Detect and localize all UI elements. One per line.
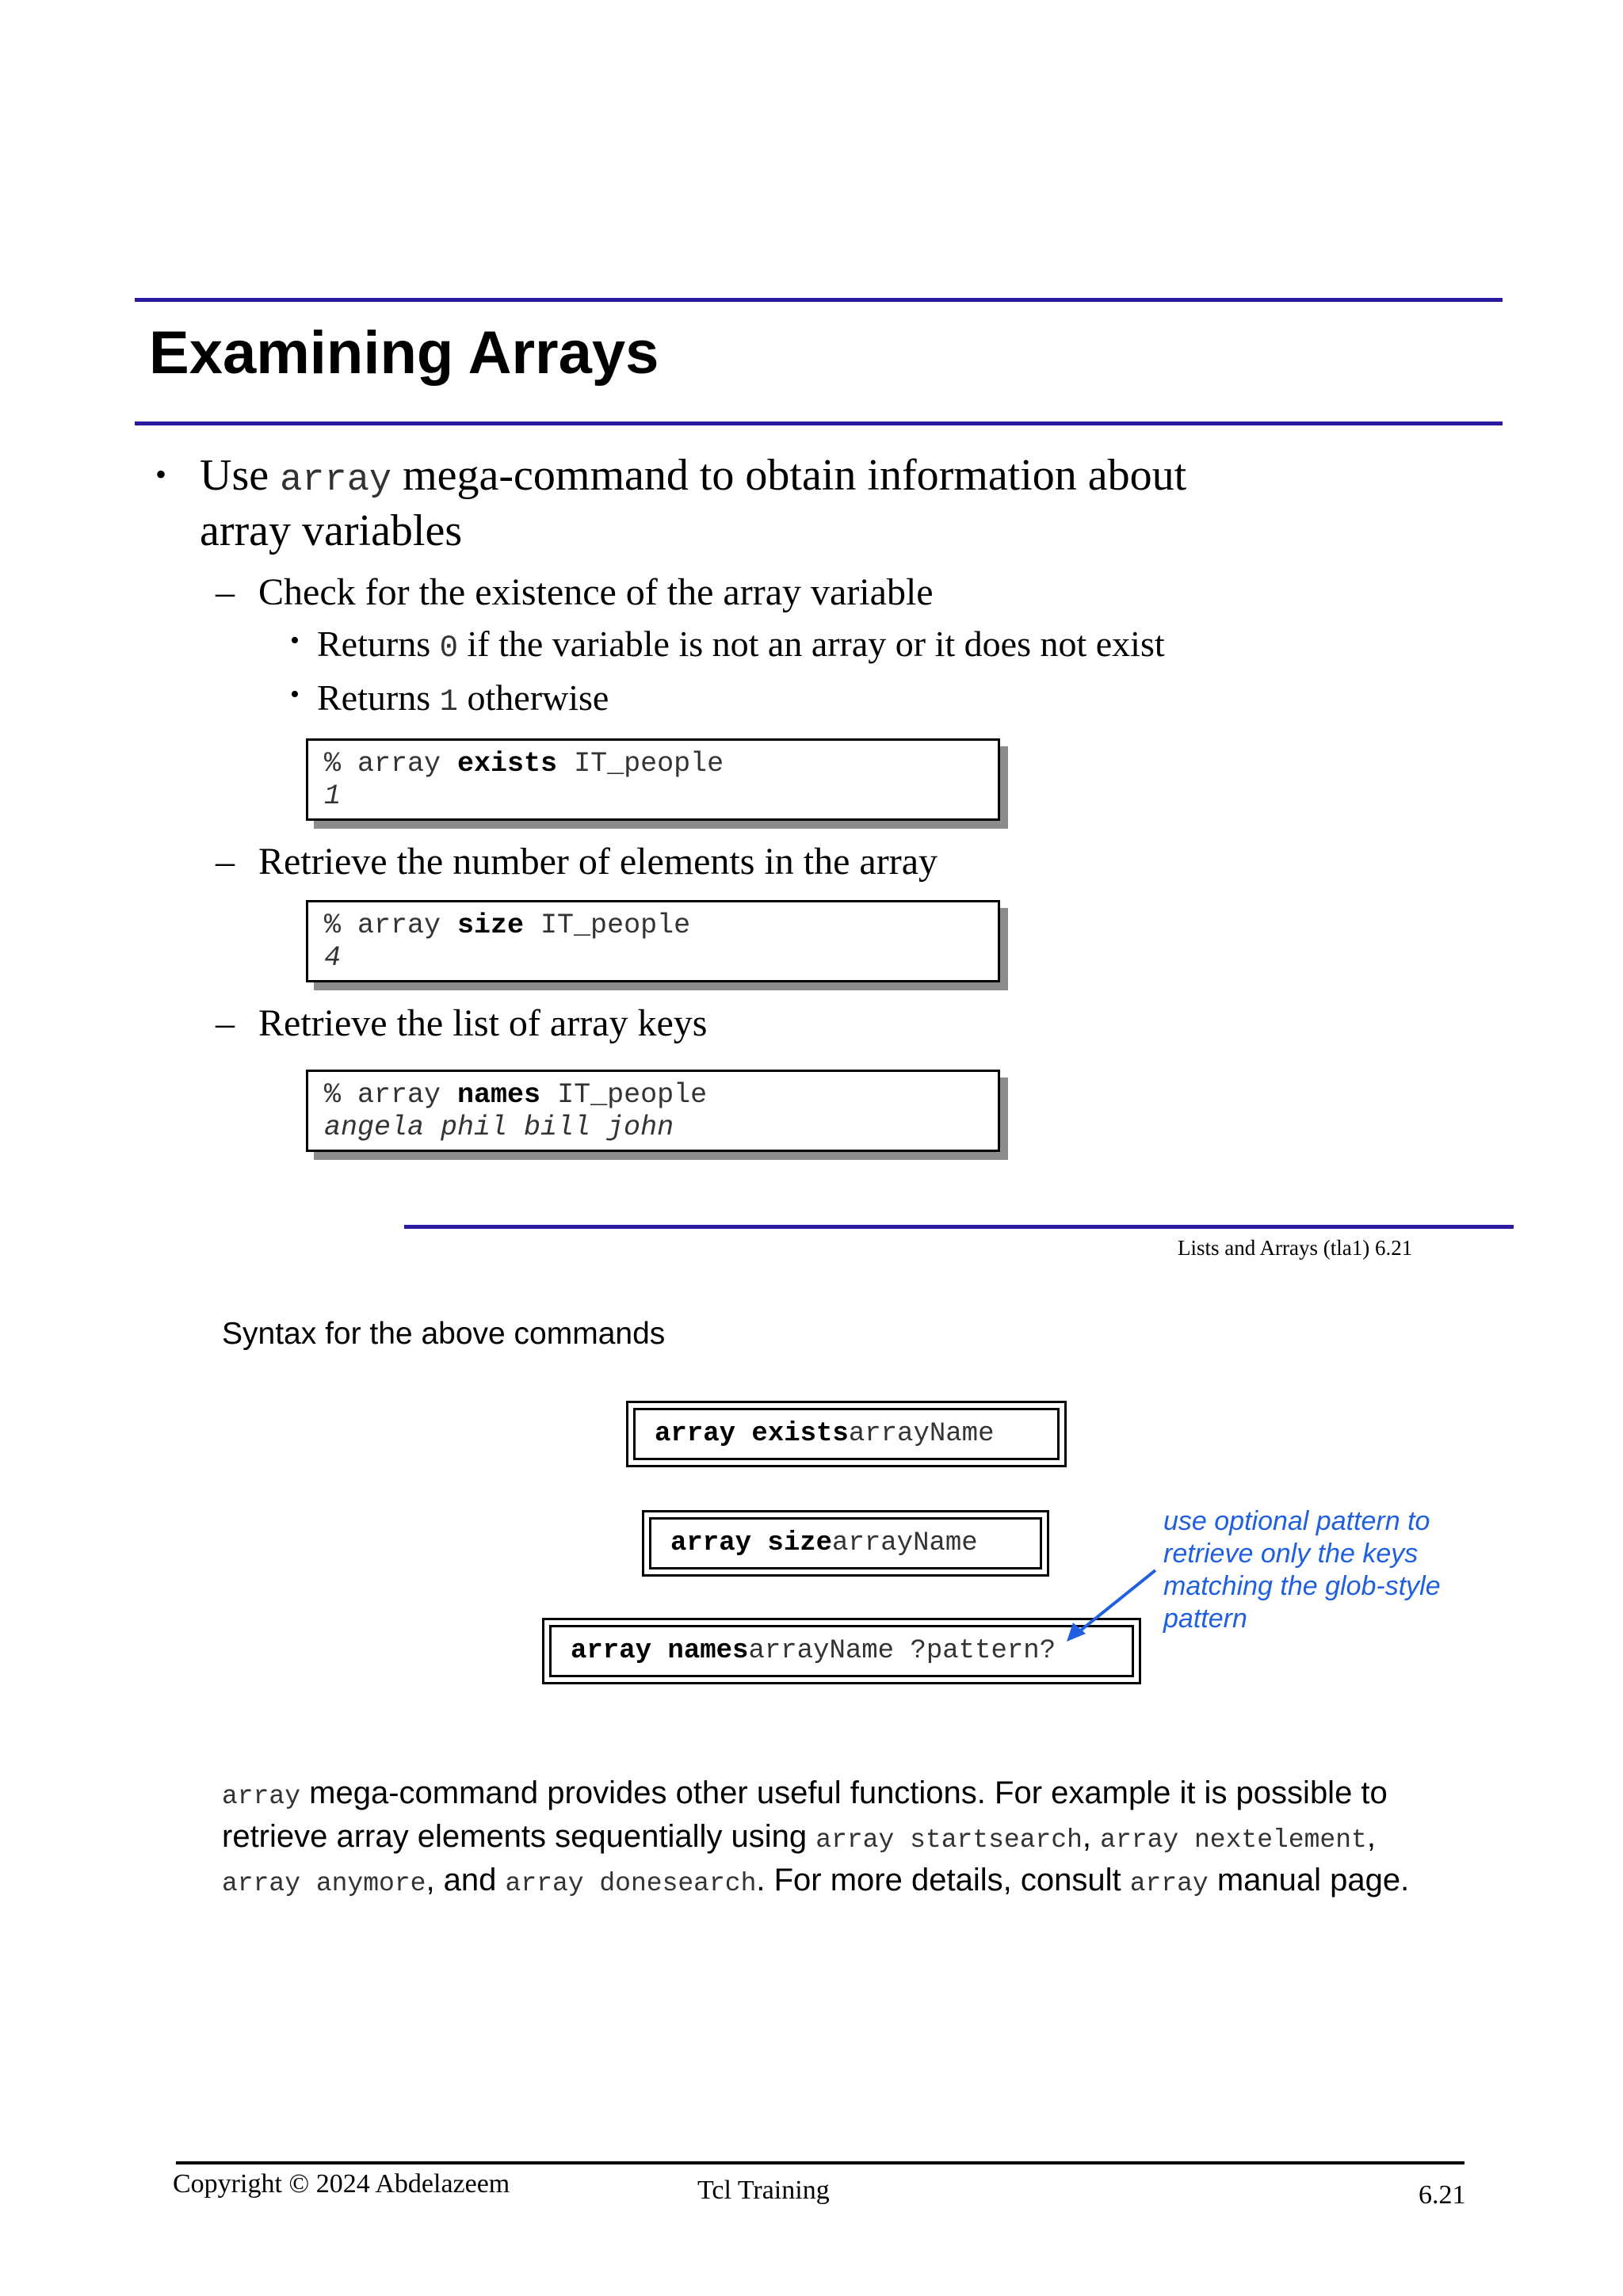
- code3-arg: IT_people: [540, 1079, 708, 1111]
- notes-paragraph: [222, 1773, 1458, 1904]
- bullet-1-pre: Use: [200, 451, 281, 500]
- para-code-6: array: [1129, 1869, 1209, 1898]
- sub-bullet-2: Retrieve the number of elements in the array: [258, 841, 938, 883]
- code-box-names: [306, 1070, 1000, 1152]
- s1a-pre: Returns: [317, 624, 440, 664]
- page-number: 6.21: [1419, 2180, 1466, 2210]
- syntax2-arg: arrayName: [832, 1528, 978, 1558]
- para-text-5: . For more details, consult: [756, 1863, 1130, 1897]
- para-text-1: mega-command provides other useful functions. For example it is possible to retrieve array elements sequentially using: [222, 1775, 1388, 1854]
- s1b-code: 1: [439, 685, 459, 719]
- code-box-size: [306, 900, 1000, 982]
- dash-1: –: [216, 571, 235, 613]
- title-top-rule: [135, 298, 1503, 302]
- code2-cmd: size: [457, 910, 525, 941]
- code2-result: 4: [324, 942, 342, 974]
- sub-sub-bullet-1a: [317, 623, 1165, 666]
- code2-prompt: % array: [324, 910, 458, 941]
- bullet-1-continuation: array variables: [200, 506, 463, 555]
- syntax1-arg: arrayName: [848, 1419, 995, 1449]
- sub-bullet-3: Retrieve the list of array keys: [258, 1002, 708, 1044]
- s1a-post: if the variable is not an array or it does not exist: [458, 624, 1165, 664]
- footer-center-text: Tcl Training: [697, 2176, 830, 2205]
- para-code-2: array startsearch: [815, 1825, 1083, 1855]
- annotation-arrow-icon: [1054, 1553, 1181, 1648]
- s1b-pre: Returns: [317, 677, 440, 718]
- syntax-box-names: [542, 1618, 1141, 1684]
- syntax1-cmd: array exists: [655, 1419, 849, 1449]
- notes-heading: Syntax for the above commands: [222, 1317, 666, 1351]
- para-code-4: array anymore: [222, 1869, 426, 1898]
- bullet-1-text: [200, 450, 1186, 502]
- dash-2: –: [216, 841, 235, 883]
- syntax-box-exists: [626, 1401, 1067, 1467]
- dot-1a: •: [290, 626, 300, 655]
- para-text-6: manual page.: [1208, 1863, 1410, 1897]
- syntax2-cmd: array size: [670, 1528, 833, 1558]
- s1b-post: otherwise: [458, 677, 609, 718]
- code1-prompt: % array: [324, 748, 458, 780]
- copyright-text: Copyright © 2024 Abdelazeem: [173, 2169, 510, 2199]
- code1-arg: IT_people: [557, 748, 724, 780]
- code2-arg: IT_people: [524, 910, 691, 941]
- code3-cmd: names: [457, 1079, 541, 1111]
- syntax3-cmd: array names: [571, 1636, 749, 1666]
- title-bottom-rule: [135, 421, 1503, 425]
- code3-result: angela phil bill john: [324, 1112, 674, 1143]
- slide-footer-label: Lists and Arrays (tla1) 6.21: [1178, 1236, 1413, 1260]
- para-code-3: array nextelement: [1100, 1825, 1367, 1855]
- bullet-1-post: mega-command to obtain information about: [391, 451, 1187, 500]
- dash-3: –: [216, 1002, 235, 1044]
- page-footer-rule: [176, 2161, 1465, 2164]
- slide-footer-rule: [404, 1225, 1514, 1229]
- bullet-1: [155, 450, 166, 501]
- sub-bullet-1: Check for the existence of the array variable: [258, 571, 934, 613]
- bullet-1-code: array: [280, 460, 392, 502]
- para-text-4: , and: [426, 1863, 506, 1897]
- para-text-2: ,: [1082, 1819, 1101, 1854]
- pattern-annotation: use optional pattern to retrieve only the keys matching the glob-style pattern: [1163, 1506, 1441, 1634]
- code-box-exists: [306, 738, 1000, 821]
- para-code-5: array donesearch: [505, 1869, 757, 1898]
- syntax3-arg: arrayName ?pattern?: [748, 1636, 1056, 1666]
- code1-cmd: exists: [457, 748, 558, 780]
- code3-prompt: % array: [324, 1079, 458, 1111]
- bullet-dot: •: [155, 456, 167, 492]
- sub-sub-bullet-1b: [317, 677, 609, 719]
- page-title: Examining Arrays: [149, 319, 659, 387]
- code1-result: 1: [324, 780, 342, 812]
- para-text-3: ,: [1366, 1819, 1376, 1854]
- syntax-box-size: [642, 1510, 1049, 1577]
- para-code-1: array: [222, 1782, 301, 1811]
- dot-1b: •: [290, 680, 300, 709]
- s1a-code: 0: [439, 631, 459, 666]
